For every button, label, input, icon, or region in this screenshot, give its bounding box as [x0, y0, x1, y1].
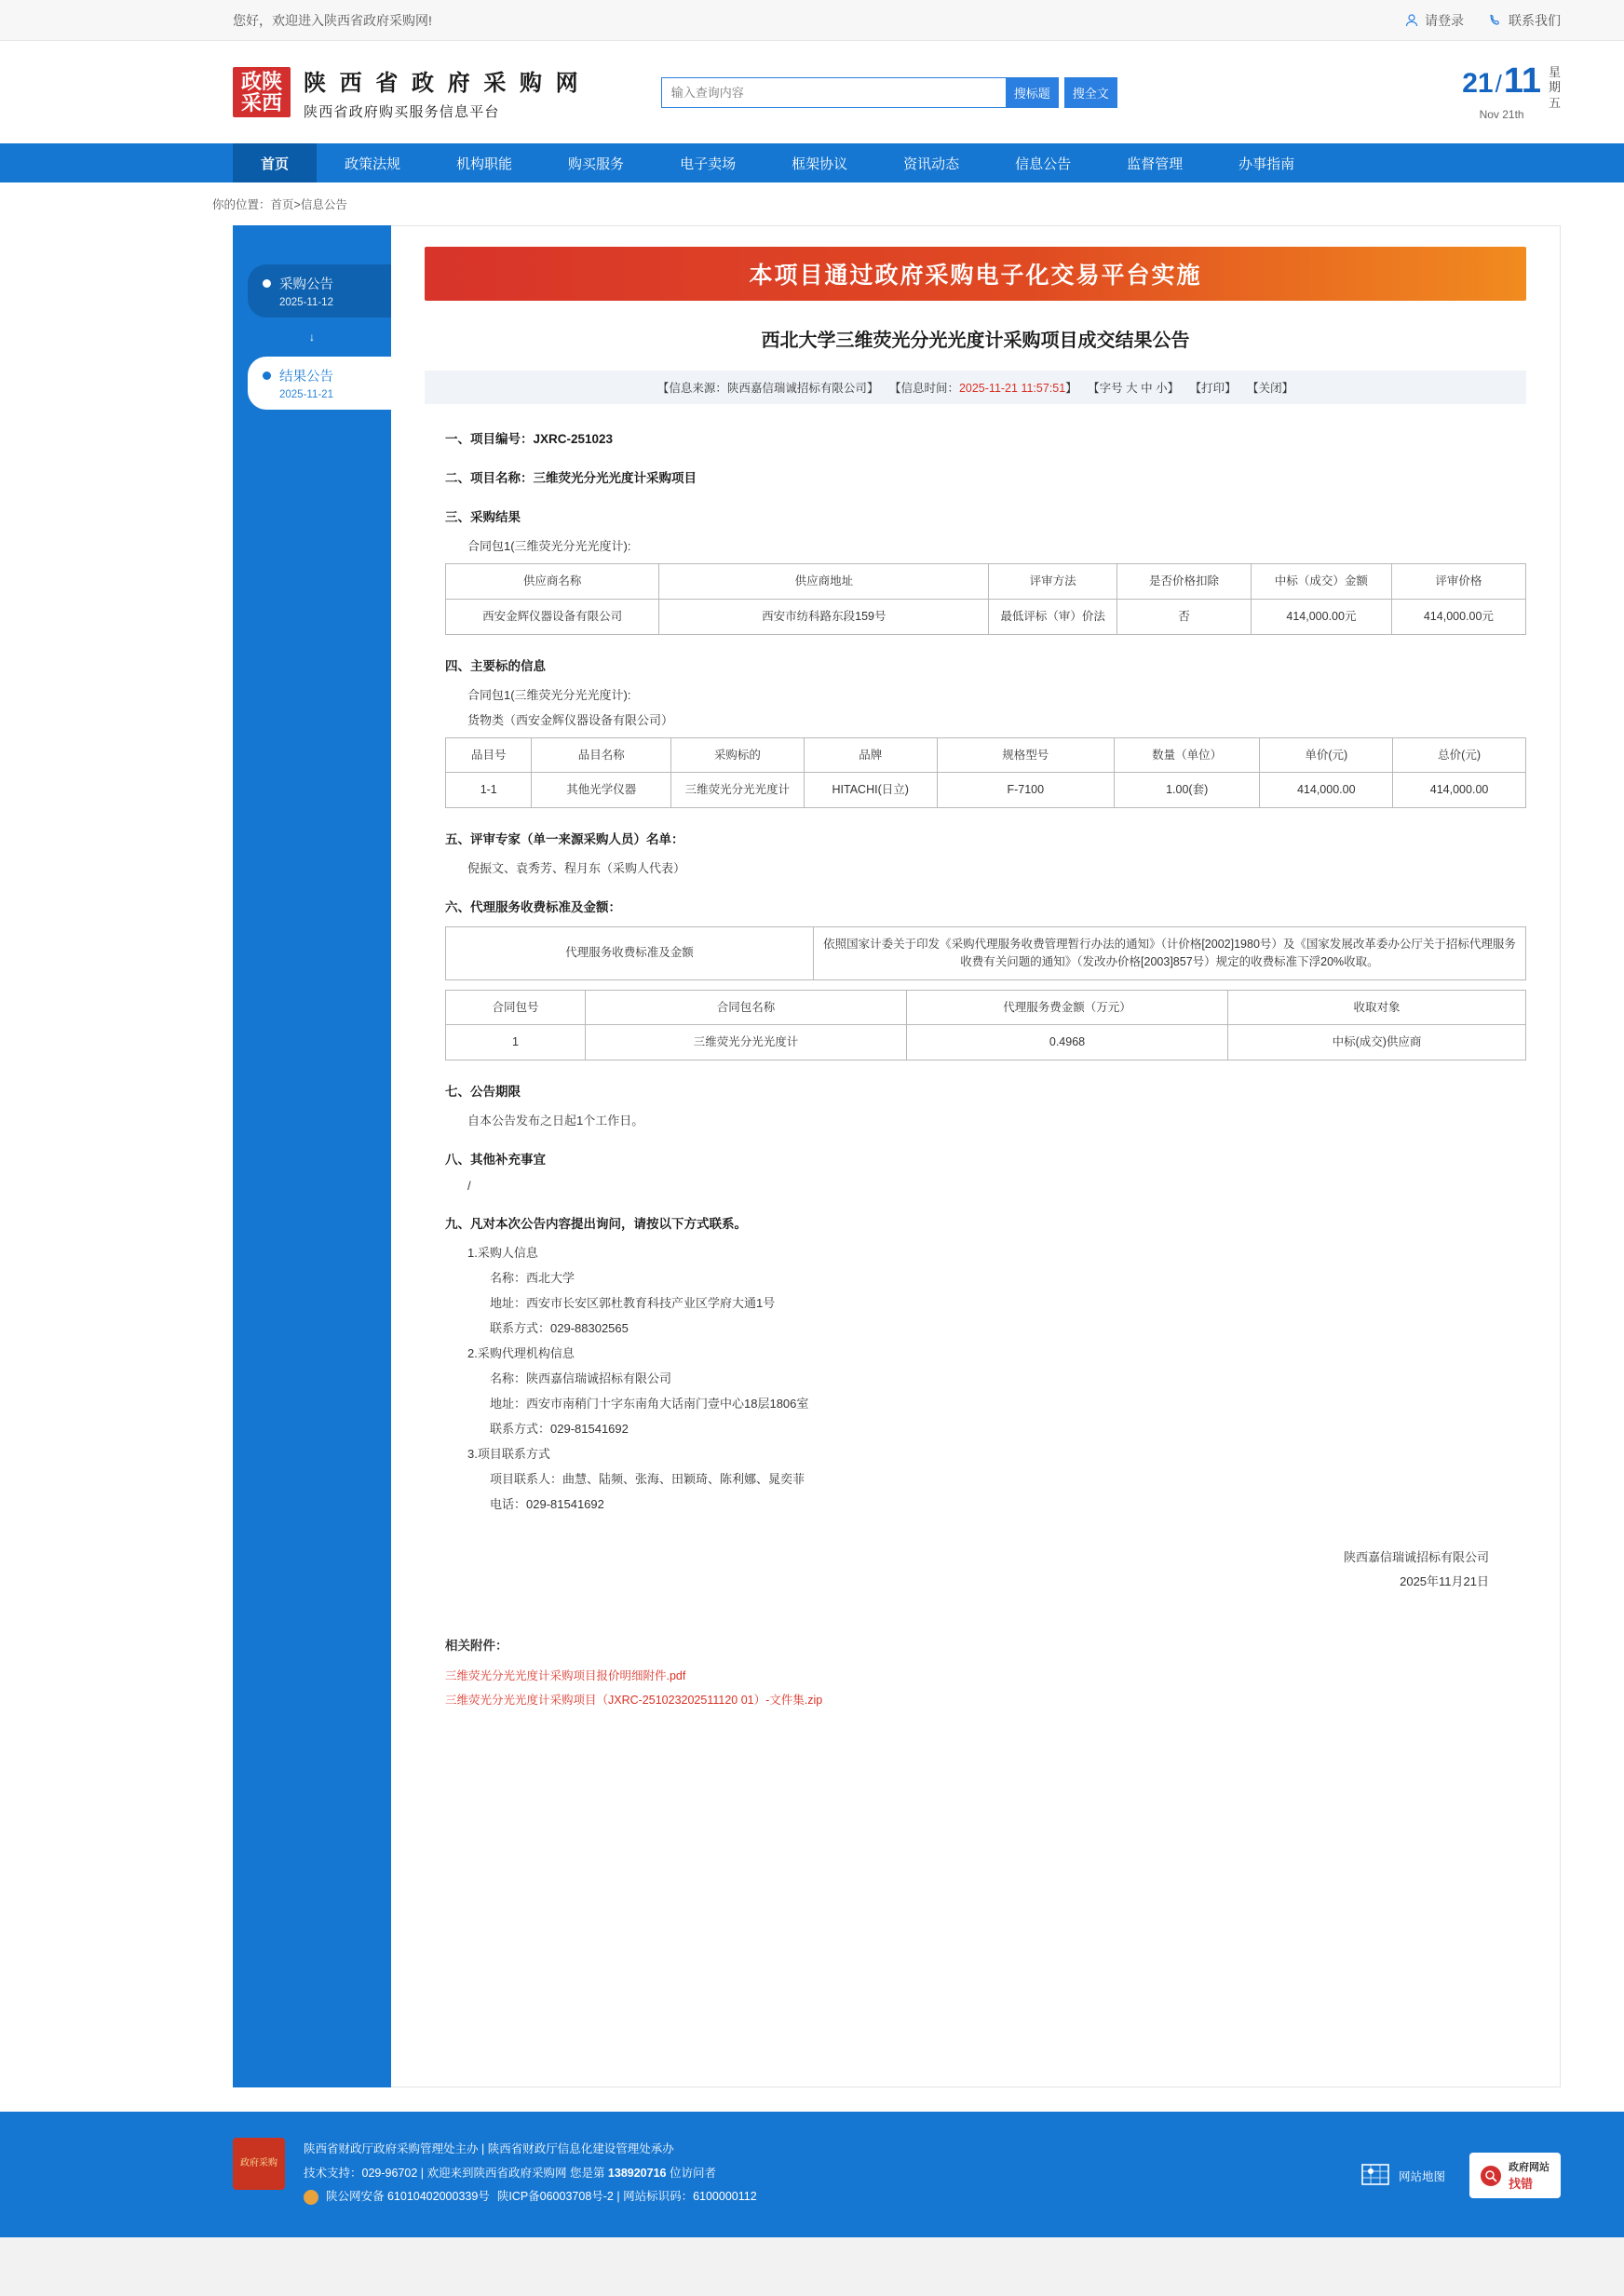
contact-link[interactable]	[1488, 11, 1561, 30]
cell-subject: 三维荧光分光光度计	[671, 773, 805, 808]
search-title-button[interactable]: 搜标题	[1006, 77, 1059, 108]
footer-visitor-suffix: 位访问者	[666, 2166, 716, 2180]
th-supplier-name: 供应商名称	[446, 564, 659, 600]
site-logo[interactable]	[233, 64, 582, 121]
platform-banner: 本项目通过政府采购电子化交易平台实施	[425, 247, 1526, 301]
meta-bar	[425, 371, 1526, 404]
meta-time-value: 2025-11-21 11:57:51	[958, 382, 1066, 395]
section-6-heading: 六、代理服务收费标准及金额：	[445, 900, 621, 914]
magnifier-icon	[1481, 2166, 1501, 2186]
section-2-heading: 二、项目名称：三维荧光分光光度计采购项目	[445, 471, 697, 485]
date-separator: /	[1495, 70, 1502, 98]
site-map-link[interactable]	[1361, 2161, 1445, 2190]
cell-model: F-7100	[937, 773, 1114, 808]
table-row	[446, 927, 1526, 980]
footer-text-block	[304, 2138, 757, 2209]
cell-payer: 中标(成交)供应商	[1228, 1025, 1526, 1060]
project-contact-persons: 项目联系人：曲慧、陆频、张海、田颖琦、陈利娜、晁奕菲	[490, 1472, 805, 1486]
section-7-heading: 七、公告期限	[445, 1085, 521, 1099]
section-3-package: 合同包1(三维荧光分光光度计):	[467, 539, 631, 553]
table-row	[446, 773, 1526, 808]
logo-mark-text: 政陕采西	[240, 69, 282, 115]
breadcrumb	[0, 182, 1624, 225]
cell-agency-fee-label: 代理服务收费标准及金额	[446, 927, 814, 980]
nav-item-supervision[interactable]: 监督管理	[1127, 155, 1184, 172]
agency-address: 地址：西安市南稍门十字东南角大话南门壹中心18层1806室	[490, 1397, 809, 1411]
sidebar-item-result-notice[interactable]	[248, 357, 391, 410]
section-1-heading: 一、项目编号：JXRC-251023	[445, 432, 614, 446]
date-english: Nov 21th	[1479, 108, 1524, 121]
sidebar-arrow-icon: ↓	[309, 331, 315, 344]
government-emblem-icon	[233, 2138, 285, 2190]
table-header-row	[446, 737, 1526, 773]
cell-fee-amount: 0.4968	[907, 1025, 1228, 1060]
section-3-heading: 三、采购结果	[445, 510, 521, 524]
emblem-label: 政府采购	[240, 2158, 277, 2168]
agency-fee-table	[445, 990, 1526, 1061]
sidebar	[233, 225, 391, 2087]
nav-item-announcements[interactable]: 信息公告	[1015, 155, 1072, 172]
project-contact-heading: 3.项目联系方式	[467, 1447, 550, 1461]
bullet-icon	[263, 371, 271, 380]
th-package-no: 合同包号	[446, 990, 586, 1025]
bullet-icon	[263, 279, 271, 288]
meta-time-label: 【信息时间：	[888, 382, 959, 395]
sidebar-item-title: 结果公告	[279, 370, 333, 385]
th-subject: 采购标的	[671, 737, 805, 773]
welcome-text: 您好，欢迎进入陕西省政府采购网!	[233, 12, 432, 28]
sidebar-item-purchase-notice[interactable]	[248, 264, 391, 317]
report-label-line2: 找错	[1509, 2177, 1534, 2191]
logo-mark-icon	[233, 67, 291, 117]
font-size-control[interactable]: 【字号 大 中 小】	[1088, 382, 1180, 395]
section-9-heading: 九、凡对本次公告内容提出询问，请按以下方式联系。	[445, 1217, 747, 1231]
result-table	[445, 563, 1526, 635]
cell-supplier-name: 西安金辉仪器设备有限公司	[446, 599, 659, 634]
site-header	[0, 41, 1624, 143]
purchaser-name: 名称：西北大学	[490, 1271, 575, 1285]
website-error-report-button[interactable]	[1469, 2153, 1561, 2198]
visitor-count: 138920716	[607, 2166, 667, 2180]
section-5-heading: 五、评审专家（单一来源采购人员）名单：	[445, 832, 684, 846]
main-nav	[0, 143, 1624, 182]
site-map-label: 网站地图	[1398, 2169, 1445, 2183]
search-area	[661, 77, 1117, 108]
contact-label: 联系我们	[1509, 12, 1561, 28]
th-review-method: 评审方法	[989, 564, 1117, 600]
section-7-text: 自本公告发布之日起1个工作日。	[467, 1114, 644, 1128]
map-icon	[1361, 2161, 1389, 2190]
cell-item-no: 1-1	[446, 773, 532, 808]
th-package-name: 合同包名称	[586, 990, 907, 1025]
sidebar-item-date: 2025-11-21	[279, 389, 333, 400]
th-payer: 收取对象	[1228, 990, 1526, 1025]
nav-item-policy[interactable]: 政策法规	[345, 155, 401, 172]
footer-line-3	[304, 2185, 757, 2209]
search-fulltext-button[interactable]: 搜全文	[1064, 77, 1117, 108]
footer-line-1: 陕西省财政厅政府采购管理处主办 | 陕西省财政厅信息化建设管理处承办	[304, 2142, 674, 2155]
cell-item-name: 其他光学仪器	[532, 773, 671, 808]
cell-agency-fee-basis: 依照国家计委关于印发《采购代理服务收费管理暂行办法的通知》（计价格[2002]1980号）及《国家发展改革委办公厅关于招标代理服务收费有关问题的通知》（发改办价格[2003]857号）规定的收费标准下浮20%收取。	[814, 927, 1526, 980]
cell-price-deduction: 否	[1116, 599, 1251, 634]
section-8-heading: 八、其他补充事宜	[445, 1153, 546, 1167]
th-item-name: 品目名称	[532, 737, 671, 773]
report-label-block	[1509, 2159, 1550, 2192]
attachment-link-zip[interactable]: 三维荧光分光光度计采购项目（JXRC-251023202511120 01）-文件集.zip	[445, 1694, 823, 1707]
cell-brand: HITACHI(日立)	[804, 773, 937, 808]
goods-table	[445, 737, 1526, 809]
th-brand: 品牌	[804, 737, 937, 773]
attachment-link-pdf[interactable]: 三维荧光分光光度计采购项目报价明细附件.pdf	[445, 1669, 686, 1682]
content-area	[0, 225, 1624, 2087]
attachments-heading: 相关附件：	[445, 1639, 508, 1653]
agency-name: 名称：陕西嘉信瑞诚招标有限公司	[490, 1371, 672, 1385]
nav-item-purchase-service[interactable]: 购买服务	[568, 155, 625, 172]
icp-record-link[interactable]: 陕ICP备06003708号-2 | 网站标识码：6100000112	[496, 2190, 757, 2204]
section-5-experts: 倪振文、袁秀芳、程月东（采购人代表）	[467, 861, 686, 875]
section-8-text: /	[467, 1179, 471, 1193]
cell-quantity: 1.00(套)	[1114, 773, 1259, 808]
date-main	[1462, 63, 1541, 99]
breadcrumb-separator: >	[293, 198, 301, 211]
sidebar-item-title: 采购公告	[279, 277, 333, 292]
th-review-price: 评审价格	[1391, 564, 1525, 600]
th-fee-amount: 代理服务费金额（万元）	[907, 990, 1228, 1025]
report-label-line1: 政府网站	[1509, 2162, 1550, 2173]
nav-item-framework[interactable]: 框架协议	[792, 155, 848, 172]
signature-block	[425, 1546, 1489, 1594]
table-header-row	[446, 564, 1526, 600]
th-award-amount: 中标（成交）金额	[1252, 564, 1392, 600]
nav-item-home[interactable]: 首页	[233, 143, 317, 182]
footer-support-text: 技术支持：029-96702 | 欢迎来到陕西省政府采购网 您是第	[304, 2166, 608, 2180]
table-row	[446, 1025, 1526, 1060]
th-total-price: 总价(元)	[1393, 737, 1526, 773]
logo-subtitle: 陕西省政府购买服务信息平台	[304, 103, 500, 120]
login-link[interactable]	[1404, 11, 1464, 30]
search-input[interactable]	[661, 77, 1006, 108]
cell-total-price: 414,000.00	[1393, 773, 1526, 808]
table-header-row	[446, 990, 1526, 1025]
purchaser-phone: 联系方式：029-88302565	[490, 1321, 629, 1335]
cell-package-no: 1	[446, 1025, 586, 1060]
agency-fee-standard-table	[445, 926, 1526, 980]
cell-review-price: 414,000.00元	[1391, 599, 1525, 634]
cell-review-method: 最低评标（审）价法	[989, 599, 1117, 634]
police-badge-icon	[304, 2190, 318, 2205]
close-button[interactable]: 【关闭】	[1247, 382, 1294, 395]
meta-source-value: 陕西嘉信瑞诚招标有限公司	[726, 382, 867, 395]
cell-supplier-address: 西安市纺科路东段159号	[659, 599, 989, 634]
agency-heading: 2.采购代理机构信息	[467, 1346, 575, 1360]
police-record-link[interactable]: 陕公网安备 61010402000339号	[326, 2190, 490, 2204]
th-price-deduction: 是否价格扣除	[1116, 564, 1251, 600]
attachments-list	[425, 1667, 1526, 1708]
announcement-body	[391, 225, 1561, 2087]
footer-line-2	[304, 2162, 757, 2186]
nav-item-news[interactable]: 资讯动态	[903, 155, 960, 172]
section-4-category: 货物类（西安金辉仪器设备有限公司）	[467, 712, 674, 727]
user-icon	[1404, 13, 1419, 28]
section-4-package: 合同包1(三维荧光分光光度计):	[467, 687, 631, 702]
sidebar-item-date: 2025-11-12	[279, 297, 333, 308]
nav-item-functions[interactable]: 机构职能	[456, 155, 513, 172]
breadcrumb-current: 信息公告	[300, 198, 347, 211]
date-month: 11	[1503, 61, 1541, 101]
signature-date: 2025年11月21日	[1400, 1574, 1489, 1588]
section-4-heading: 四、主要标的信息	[445, 658, 546, 673]
logo-title: 陕 西 省 政 府 采 购 网	[304, 70, 582, 96]
table-row	[446, 599, 1526, 634]
date-widget	[1462, 63, 1561, 121]
top-bar-actions	[1404, 11, 1561, 30]
date-day: 21	[1462, 68, 1494, 99]
purchaser-heading: 1.采购人信息	[467, 1246, 538, 1260]
cell-unit-price: 414,000.00	[1260, 773, 1393, 808]
login-label: 请登录	[1425, 12, 1464, 28]
meta-source-label: 【信息来源：	[656, 382, 727, 395]
th-item-no: 品目号	[446, 737, 532, 773]
agency-phone: 联系方式：029-81541692	[490, 1422, 629, 1436]
footer-right-block	[1361, 2138, 1561, 2198]
phone-icon	[1488, 13, 1503, 28]
page-title: 西北大学三维荧光分光光度计采购项目成交结果公告	[761, 331, 1190, 351]
th-supplier-address: 供应商地址	[659, 564, 989, 600]
th-unit-price: 单价(元)	[1260, 737, 1393, 773]
cell-package-name: 三维荧光分光光度计	[586, 1025, 907, 1060]
cell-award-amount: 414,000.00元	[1252, 599, 1392, 634]
breadcrumb-home[interactable]: 首页	[270, 198, 294, 211]
nav-item-guide[interactable]: 办事指南	[1238, 155, 1295, 172]
nav-item-emarket[interactable]: 电子卖场	[680, 155, 737, 172]
th-model: 规格型号	[937, 737, 1114, 773]
site-footer	[0, 2112, 1624, 2237]
breadcrumb-prefix: 你的位置：	[212, 198, 271, 211]
meta-source-end: 】	[866, 382, 879, 395]
meta-time-end: 】	[1065, 382, 1077, 395]
print-button[interactable]: 【打印】	[1189, 382, 1237, 395]
project-contact-phone: 电话：029-81541692	[490, 1497, 604, 1511]
th-quantity: 数量（单位）	[1114, 737, 1259, 773]
purchaser-address: 地址：西安市长安区郭杜教育科技产业区学府大通1号	[490, 1296, 776, 1310]
signature-company: 陕西嘉信瑞诚招标有限公司	[1343, 1550, 1489, 1564]
date-weekday: 星 期 五	[1548, 65, 1561, 110]
top-bar	[0, 0, 1624, 41]
